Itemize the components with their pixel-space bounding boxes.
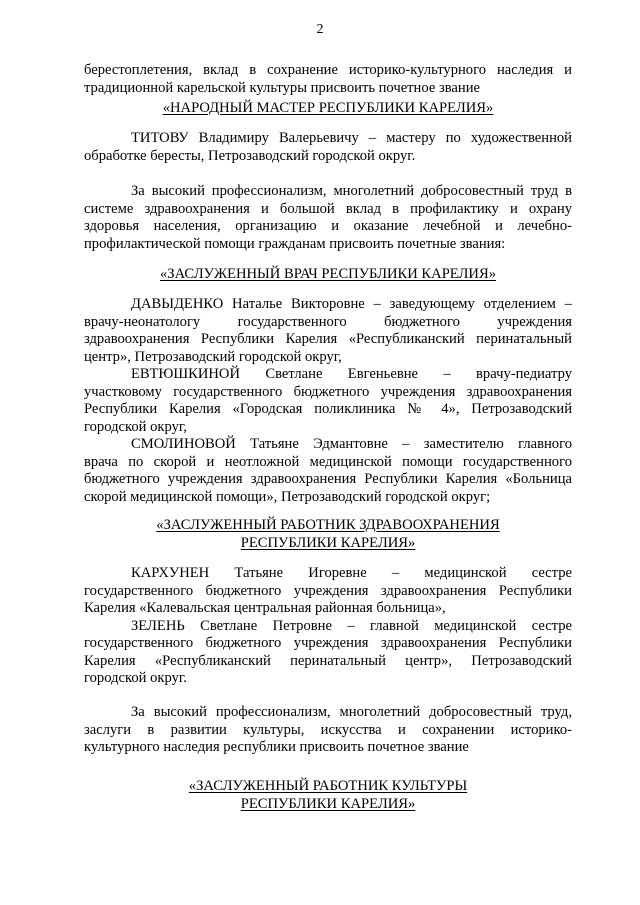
text-line: заслуги в развитии культуры, искусства и сохранении историко- bbox=[84, 721, 572, 738]
intro-paragraph bbox=[84, 62, 572, 97]
text-line: городской округ. bbox=[84, 670, 187, 686]
text-line: ДАВЫДЕНКО Наталье Викторовне – заведующему отделением – bbox=[131, 296, 572, 312]
text-line: государственного бюджетного учреждения здравоохранения Республики bbox=[84, 635, 572, 651]
text-line: традиционной карельской культуры присвоить почетное звание bbox=[84, 79, 480, 96]
text-line: обработке бересты, Петрозаводский городской округ. bbox=[84, 147, 416, 164]
text-line: берестоплетения, вклад в сохранение историко-культурного наследия и bbox=[84, 62, 572, 78]
text-line: городской округ, bbox=[84, 418, 187, 435]
text-line: За высокий профессионализм, многолетний добросовестный труд, bbox=[131, 704, 572, 720]
culture-intro-paragraph bbox=[84, 704, 572, 757]
text-line: КАРХУНЕН Татьяне Игоревне – медицинской сестре bbox=[131, 565, 572, 581]
award-paragraph-honored-doctor bbox=[84, 296, 572, 506]
text-line: ЗЕЛЕНЬ Светлане Петровне – главной медицинской сестре bbox=[131, 617, 572, 634]
text-line: СМОЛИНОВОЙ Татьяне Эдмантовне – заместителю главного bbox=[131, 436, 572, 452]
text-line: Карелия «Калевальская центральная районная больница», bbox=[84, 600, 446, 616]
text-line: культурного наследия республики присвоить почетное звание bbox=[84, 739, 469, 755]
text-line: системе здравоохранения и большой вклад в профилактику и охрану bbox=[84, 200, 572, 217]
text-line: врачу-неонатологу государственного бюджетного учреждения bbox=[84, 313, 572, 330]
award-paragraph-honored-healthcare-worker bbox=[84, 565, 572, 688]
healthcare-intro-paragraph bbox=[84, 183, 572, 253]
award-paragraph-folk-master bbox=[84, 130, 572, 165]
text-line: скорой медицинской помощи», Петрозаводский городской округ; bbox=[84, 488, 491, 505]
award-title-folk-master: «НАРОДНЫЙ МАСТЕР РЕСПУБЛИКИ КАРЕЛИЯ» bbox=[162, 100, 494, 116]
text-line: участковому государственного бюджетного учреждения здравоохранения bbox=[84, 383, 572, 400]
text-line: Республики Карелия «Городская поликлиника № 4», Петрозаводский bbox=[84, 401, 572, 417]
text-line: профилактической помощи гражданам присвоить почетные звания: bbox=[84, 235, 506, 252]
text-line: государственного бюджетного учреждения здравоохранения Республики bbox=[84, 582, 572, 599]
text-line: врача по скорой и неотложной медицинской помощи государственного bbox=[84, 453, 572, 470]
text-line: центр», Петрозаводский городской округ, bbox=[84, 348, 342, 365]
award-title-honored-culture-worker: «ЗАСЛУЖЕННЫЙ РАБОТНИК КУЛЬТУРЫ РЕСПУБЛИКИ КАРЕЛИЯ» bbox=[188, 778, 468, 812]
text-line: здоровья населения, организацию и оказание лечебной и лечебно- bbox=[84, 218, 572, 234]
text-line: За высокий профессионализм, многолетний добросовестный труд в bbox=[131, 183, 572, 199]
page-number: 2 bbox=[316, 22, 324, 37]
text-line: ЕВТЮШКИНОЙ Светлане Евгеньевне – врачу-педиатру bbox=[131, 366, 572, 382]
award-title-honored-healthcare-worker: «ЗАСЛУЖЕННЫЙ РАБОТНИК ЗДРАВООХРАНЕНИЯ РЕСПУБЛИКИ КАРЕЛИЯ» bbox=[156, 517, 500, 551]
text-line: бюджетного учреждения здравоохранения Республики Карелия «Больница bbox=[84, 471, 572, 487]
award-title-honored-doctor: «ЗАСЛУЖЕННЫЙ ВРАЧ РЕСПУБЛИКИ КАРЕЛИЯ» bbox=[159, 266, 497, 282]
text-line: Карелия «Республиканский перинатальный центр», Петрозаводский bbox=[84, 652, 572, 669]
text-line: ТИТОВУ Владимиру Валерьевичу – мастеру по художественной bbox=[131, 130, 572, 146]
text-line: здравоохранения Республики Карелия «Республиканский перинатальный bbox=[84, 331, 572, 347]
